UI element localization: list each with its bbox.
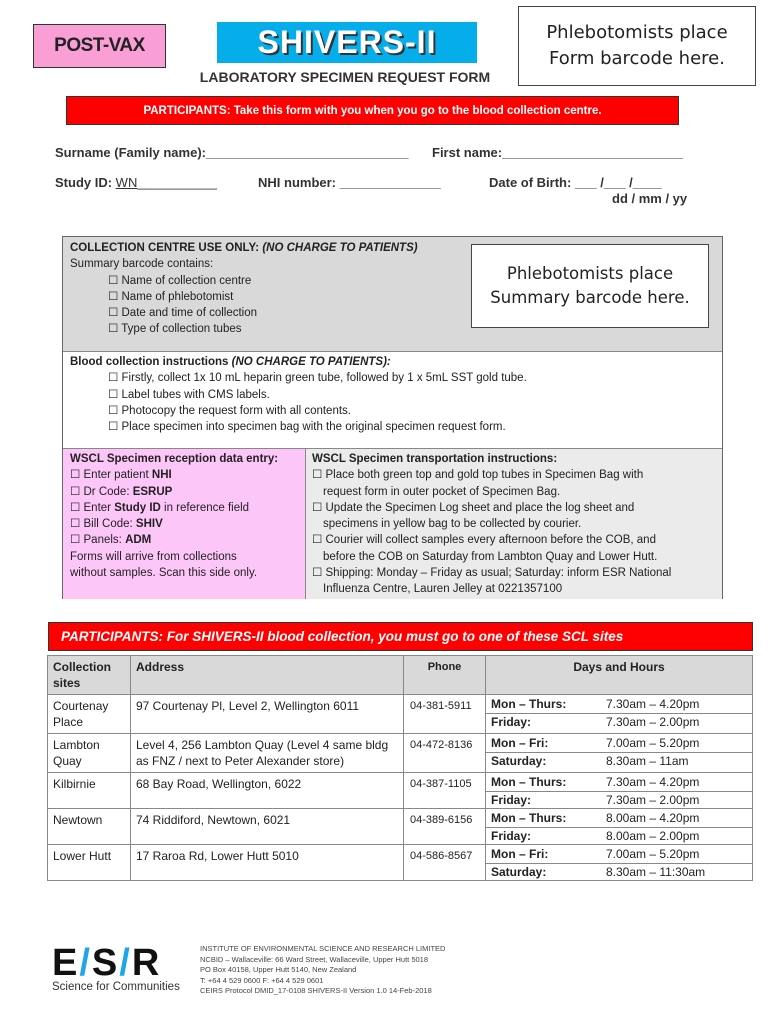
site-address: Level 4, 256 Lambton Quay (Level 4 same bldg as FNZ / next to Peter Alexander store) xyxy=(131,734,404,773)
summary-barcode-line: Phlebotomists place xyxy=(506,264,674,284)
footer-line: CEIRS Protocol DMID_17-0108 SHIVERS-II Version 1.0 14-Feb-2018 xyxy=(200,986,432,995)
table-row xyxy=(48,773,753,809)
wscl-data-entry xyxy=(63,449,306,599)
collection-item[interactable]: ☐ Type of collection tubes xyxy=(108,323,242,336)
collection-intro: Summary barcode contains: xyxy=(70,258,214,271)
hours-time: 7.30am – 2.00pm xyxy=(606,714,700,729)
hours-days: Friday: xyxy=(491,714,532,729)
esr-logo-mark: E/S/R xyxy=(52,942,162,984)
hours-days: Saturday: xyxy=(491,753,547,768)
wscl-entry-item[interactable]: ☐ Bill Code: SHIV xyxy=(70,518,163,531)
wscl-entry-item[interactable]: ☐ Dr Code: ESRUP xyxy=(70,485,173,498)
table-row xyxy=(48,734,753,773)
site-hours xyxy=(486,845,753,881)
hours-row xyxy=(486,713,752,731)
site-name: Kilbirnie xyxy=(48,773,131,809)
wscl-transport-heading: WSCL Specimen transportation instructions: xyxy=(312,453,558,465)
site-name: Lower Hutt xyxy=(48,845,131,881)
table-row xyxy=(48,695,753,734)
site-name: Newtown xyxy=(48,809,131,845)
transport-item[interactable]: ☐ Place both green top and gold top tubes in Specimen Bag with request form in outer pocket of Specimen Bag. xyxy=(312,469,644,498)
table-row xyxy=(48,809,753,845)
form-barcode-line: Phlebotomists place xyxy=(546,21,728,43)
header-sites: Collection sites xyxy=(48,656,131,695)
form-barcode-line: Form barcode here. xyxy=(549,48,725,69)
site-phone: 04-387-1105 xyxy=(404,773,486,809)
collection-item[interactable]: ☐ Name of phlebotomist xyxy=(108,290,234,303)
hours-days: Mon – Thurs: xyxy=(491,696,567,711)
collection-item[interactable]: ☐ Date and time of collection xyxy=(108,307,258,320)
footer-line: PO Box 40158, Upper Hutt 5140, New Zealand xyxy=(200,965,357,974)
study-id-prefix: WN xyxy=(115,175,138,190)
hours-time: 8.30am – 11am xyxy=(606,753,689,768)
footer-line: T: +64 4 529 0600 F: +64 4 529 0601 xyxy=(200,975,324,985)
wscl-entry-item[interactable]: ☐ Enter Study ID in reference field xyxy=(70,501,250,514)
site-address: 68 Bay Road, Wellington, 6022 xyxy=(131,773,404,809)
site-name: Lambton Quay xyxy=(48,734,131,773)
sites-banner: PARTICIPANTS: For SHIVERS-II blood collection, you must go to one of these SCL sites xyxy=(48,622,753,651)
hours-days: Mon – Thurs: xyxy=(491,774,567,789)
wscl-entry-item[interactable]: ☐ Panels: ADM xyxy=(70,534,152,547)
hours-row xyxy=(486,791,752,809)
footer-line: INSTITUTE OF ENVIRONMENTAL SCIENCE AND RESEARCH LIMITED xyxy=(200,944,446,953)
hours-row xyxy=(486,809,752,827)
footer-line: NCBID – Wallaceville: 66 Ward Street, Wallaceville, Upper Hutt 5018 xyxy=(200,954,429,964)
surname-field[interactable]: Surname (Family name):____________________________ xyxy=(55,145,409,160)
blood-heading-note: (NO CHARGE TO PATIENTS): xyxy=(231,356,391,368)
collection-centre-section xyxy=(63,237,722,351)
hours-row xyxy=(486,695,752,713)
hours-days: Saturday: xyxy=(491,864,547,879)
first-name-field[interactable]: First name:_________________________ xyxy=(432,145,683,160)
hours-days: Friday: xyxy=(491,828,532,843)
hours-row xyxy=(486,773,752,791)
site-address: 97 Courtenay Pl, Level 2, Wellington 6011 xyxy=(131,695,404,734)
collection-item[interactable]: ☐ Name of collection centre xyxy=(108,274,252,287)
collection-heading-note: (NO CHARGE TO PATIENTS) xyxy=(262,242,418,254)
hours-time: 8.00am – 4.20pm xyxy=(606,810,700,825)
wscl-transport xyxy=(306,449,722,599)
nhi-field[interactable]: NHI number: ______________ xyxy=(258,175,441,190)
hours-time: 7.00am – 5.20pm xyxy=(606,846,700,861)
header-phone: Phone xyxy=(404,656,486,695)
site-hours xyxy=(486,773,753,809)
site-phone: 04-389-6156 xyxy=(404,809,486,845)
esr-tagline: Science for Communities xyxy=(52,981,180,993)
study-id-blank: ___________ xyxy=(137,175,217,190)
hours-time: 7.30am – 4.20pm xyxy=(606,696,700,711)
transport-item[interactable]: ☐ Courier will collect samples every afternoon before the COB, and before the COB on Saturday from Lambton Quay and Lower Hutt. xyxy=(312,534,658,563)
site-phone: 04-472-8136 xyxy=(404,734,486,773)
blood-item[interactable]: ☐ Photocopy the request form with all contents. xyxy=(108,404,351,417)
site-name: Courtenay Place xyxy=(48,695,131,734)
form-barcode-box xyxy=(518,6,756,86)
header-address: Address xyxy=(131,656,404,695)
hours-time: 7.30am – 2.00pm xyxy=(606,792,700,807)
blood-collection-section xyxy=(63,351,722,448)
dob-field[interactable]: Date of Birth: ___ /___ /____ xyxy=(489,175,662,190)
form-title: LABORATORY SPECIMEN REQUEST FORM xyxy=(199,69,491,85)
transport-item[interactable]: ☐ Update the Specimen Log sheet and place the log sheet and specimens in yellow bag to be collected by courier. xyxy=(312,501,635,531)
summary-barcode-box xyxy=(471,244,709,328)
hours-time: 8.00am – 2.00pm xyxy=(606,828,700,843)
blood-item[interactable]: ☐ Label tubes with CMS labels. xyxy=(108,388,270,401)
specimen-section xyxy=(62,236,723,599)
site-hours xyxy=(486,809,753,845)
hours-days: Mon – Fri: xyxy=(491,846,549,861)
hours-days: Friday: xyxy=(491,792,532,807)
hours-days: Mon – Fri: xyxy=(491,735,549,750)
study-id-label: Study ID: xyxy=(55,175,116,190)
shivers-logo: SHIVERS-II xyxy=(217,22,477,63)
site-phone: 04-381-5911 xyxy=(404,695,486,734)
wscl-entry-note: without samples. Scan this side only. xyxy=(70,567,258,580)
summary-barcode-line: Summary barcode here. xyxy=(490,288,690,307)
wscl-section xyxy=(63,448,722,599)
hours-time: 7.00am – 5.20pm xyxy=(606,735,700,750)
participants-banner: PARTICIPANTS: Take this form with you when you go to the blood collection centre. xyxy=(66,96,679,125)
hours-days: Mon – Thurs: xyxy=(491,810,567,825)
wscl-entry-note: Forms will arrive from collections xyxy=(70,550,237,563)
header-hours: Days and Hours xyxy=(486,656,753,695)
esr-logo xyxy=(52,942,192,993)
blood-item[interactable]: ☐ Place specimen into specimen bag with the original specimen request form. xyxy=(108,421,506,434)
post-vax-badge: POST-VAX xyxy=(33,24,166,68)
hours-time: 7.30am – 4.20pm xyxy=(606,774,700,789)
study-id-field[interactable] xyxy=(55,175,217,190)
site-hours xyxy=(486,734,753,773)
collection-sites-table xyxy=(47,655,753,881)
hours-row xyxy=(486,827,752,845)
transport-item[interactable]: ☐ Shipping: Monday – Friday as usual; Saturday: inform ESR National Influenza Centre, Lauren Jelley at 0221357100 xyxy=(312,567,672,596)
hours-time: 8.30am – 11:30am xyxy=(606,864,706,879)
dob-format: dd / mm / yy xyxy=(612,191,688,206)
site-address: 17 Raroa Rd, Lower Hutt 5010 xyxy=(131,845,404,881)
hours-row xyxy=(486,734,752,752)
wscl-entry-item[interactable]: ☐ Enter patient NHI xyxy=(70,469,172,482)
hours-row xyxy=(486,863,752,881)
blood-heading: Blood collection instructions xyxy=(70,356,232,368)
footer-address xyxy=(200,944,445,997)
site-hours xyxy=(486,695,753,734)
hours-row xyxy=(486,752,752,770)
wscl-entry-heading: WSCL Specimen reception data entry: xyxy=(70,453,279,465)
hours-row xyxy=(486,845,752,863)
blood-item[interactable]: ☐ Firstly, collect 1x 10 mL heparin green tube, followed by 1 x 5mL SST gold tube. xyxy=(108,372,527,385)
table-row xyxy=(48,845,753,881)
site-phone: 04-586-8567 xyxy=(404,845,486,881)
site-address: 74 Riddiford, Newtown, 6021 xyxy=(131,809,404,845)
collection-heading: COLLECTION CENTRE USE ONLY: xyxy=(70,242,263,254)
